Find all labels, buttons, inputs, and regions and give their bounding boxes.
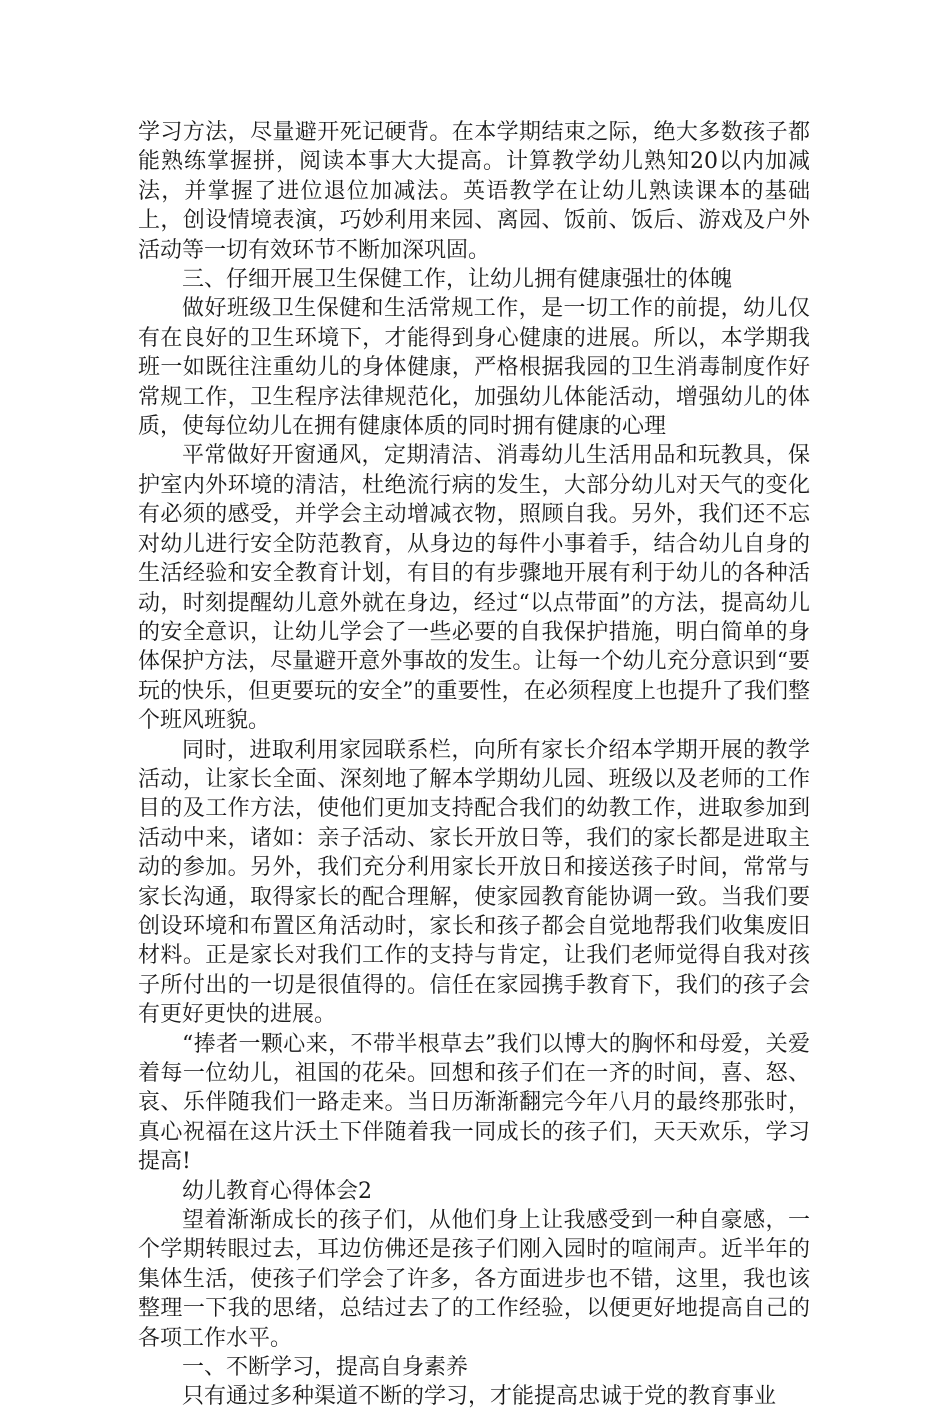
paragraph-hygiene-routine: 做好班级卫生保健和生活常规工作，是一切工作的前提，幼儿仅有在良好的卫生环境下，才能得到身心健康的进展。所以，本学期我班一如既往注重幼儿的身体健康，严格根据我园的卫生消毒制度作好常规工作，卫生程序法律规范化，加强幼儿体能活动，增强幼儿的体质，使每位幼儿在拥有健康体质的同时拥有健康的心理 (138, 296, 810, 440)
paragraph-home-school: 同时，进取利用家园联系栏，向所有家长介绍本学期开展的教学活动，让家长全面、深刻地了解本学期幼儿园、班级以及老师的工作目的及工作方法，使他们更加支持配合我们的幼教工作，进取参加到活动中来，诸如：亲子活动、家长开放日等，我们的家长都是进取主动的参加。另外，我们充分利用家长开放日和接送孩子时间，常常与家长沟通，取得家长的配合理解，使家园教育能协调一致。当我们要创设环境和布置区角活动时，家长和孩子都会自觉地帮我们收集废旧材料。正是家长对我们工作的支持与肯定，让我们老师觉得自我对孩子所付出的一切是很值得的。信任在家园携手教育下，我们的孩子会有更好更快的进展。 (138, 737, 810, 1028)
document-body (138, 118, 810, 1412)
essay-title-2: 幼儿教育心得体会2 (182, 1178, 372, 1204)
paragraph-learning: 只有通过多种渠道不断的学习，才能提高忠诚于党的教育事业 (182, 1384, 777, 1410)
section-heading-hygiene: 三、仔细开展卫生保健工作，让幼儿拥有健康强壮的体魄 (182, 267, 733, 293)
paragraph-intro-2: 望着渐渐成长的孩子们，从他们身上让我感受到一种自豪感，一个学期转眼过去，耳边仿佛还是孩子们刚入园时的喧闹声。近半年的集体生活，使孩子们学会了许多，各方面进步也不错，这里，我也该整理一下我的思绪，总结过去了的工作经验，以便更好地提高自己的各项工作水平。 (138, 1208, 810, 1351)
section-heading-learning: 一、不断学习，提高自身素养 (182, 1355, 469, 1381)
paragraph-closing: “捧者一颗心来，不带半根草去”我们以博大的胸怀和母爱，关爱着每一位幼儿，祖国的花朵。回想和孩子们在一齐的时间，喜、怒、哀、乐伴随我们一路走来。当日历渐渐翻完今年八月的最终那张时，真心祝福在这片沃土下伴随着我一同成长的孩子们，天天欢乐，学习提高! (138, 1031, 810, 1175)
paragraph-continued: 学习方法，尽量避开死记硬背。在本学期结束之际，绝大多数孩子都能熟练掌握拼，阅读本事大大提高。计算教学幼儿熟知20以内加减法，并掌握了进位退位加减法。英语教学在让幼儿熟读课本的基础上，创设情境表演，巧妙利用来园、离园、饭前、饭后、游戏及户外活动等一切有效环节不断加深巩固。 (138, 120, 810, 263)
paragraph-safety-education: 平常做好开窗通风，定期清洁、消毒幼儿生活用品和玩教具，保护室内外环境的清洁，杜绝流行病的发生，大部分幼儿对天气的变化有必须的感受，并学会主动增减衣物，照顾自我。另外，我们还不忘对幼儿进行安全防范教育，从身边的每件小事着手，结合幼儿自身的生活经验和安全教育计划，有目的有步骤地开展有利于幼儿的各种活动，时刻提醒幼儿意外就在身边，经过“以点带面”的方法，提高幼儿的安全意识，让幼儿学会了一些必要的自我保护措施，明白简单的身体保护方法，尽量避开意外事故的发生。让每一个幼儿充分意识到“要玩的快乐，但更要玩的安全”的重要性，在必须程度上也提升了我们整个班风班貌。 (138, 443, 810, 734)
